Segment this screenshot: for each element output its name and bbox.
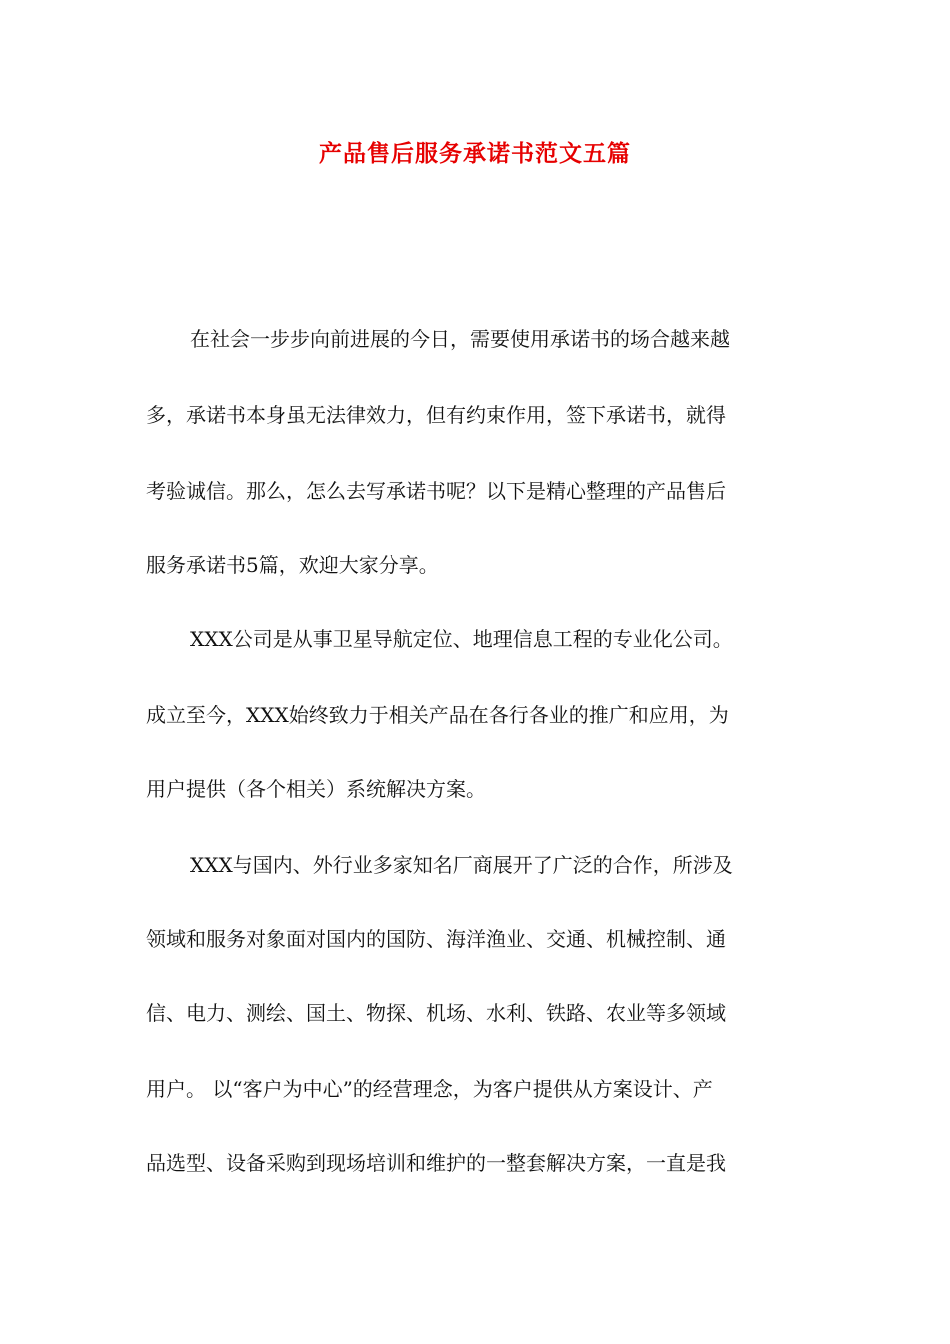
paragraph-3-line-5: 品选型、设备采购到现场培训和维护的一整套解决方案，一直是我	[146, 1151, 726, 1175]
paragraph-1-line-2: 多，承诺书本身虽无法律效力，但有约束作用，签下承诺书，就得	[146, 403, 726, 427]
paragraph-2-line-2: 成立至今，XXX始终致力于相关产品在各行各业的推广和应用，为	[146, 703, 729, 727]
paragraph-1-line-4: 服务承诺书5篇，欢迎大家分享。	[146, 553, 439, 577]
paragraph-3-line-2: 领域和服务对象面对国内的国防、海洋渔业、交通、机械控制、通	[146, 927, 726, 951]
paragraph-2-line-1: XXX公司是从事卫星导航定位、地理信息工程的专业化公司。	[190, 627, 733, 651]
paragraph-3-line-1: XXX与国内、外行业多家知名厂商展开了广泛的合作，所涉及	[190, 853, 733, 877]
document-title: 产品售后服务承诺书范文五篇	[319, 140, 631, 167]
paragraph-1-line-3: 考验诚信。那么，怎么去写承诺书呢？以下是精心整理的产品售后	[146, 479, 726, 503]
paragraph-3-line-3: 信、电力、测绘、国土、物探、机场、水利、铁路、农业等多领域	[146, 1001, 726, 1025]
paragraph-2-line-3: 用户提供（各个相关）系统解决方案。	[146, 777, 486, 801]
paragraph-1-line-1: 在社会一步步向前进展的今日，需要使用承诺书的场合越来越	[190, 327, 730, 351]
paragraph-3-line-4: 用户。 以“客户为中心”的经营理念，为客户提供从方案设计、产	[146, 1077, 713, 1101]
